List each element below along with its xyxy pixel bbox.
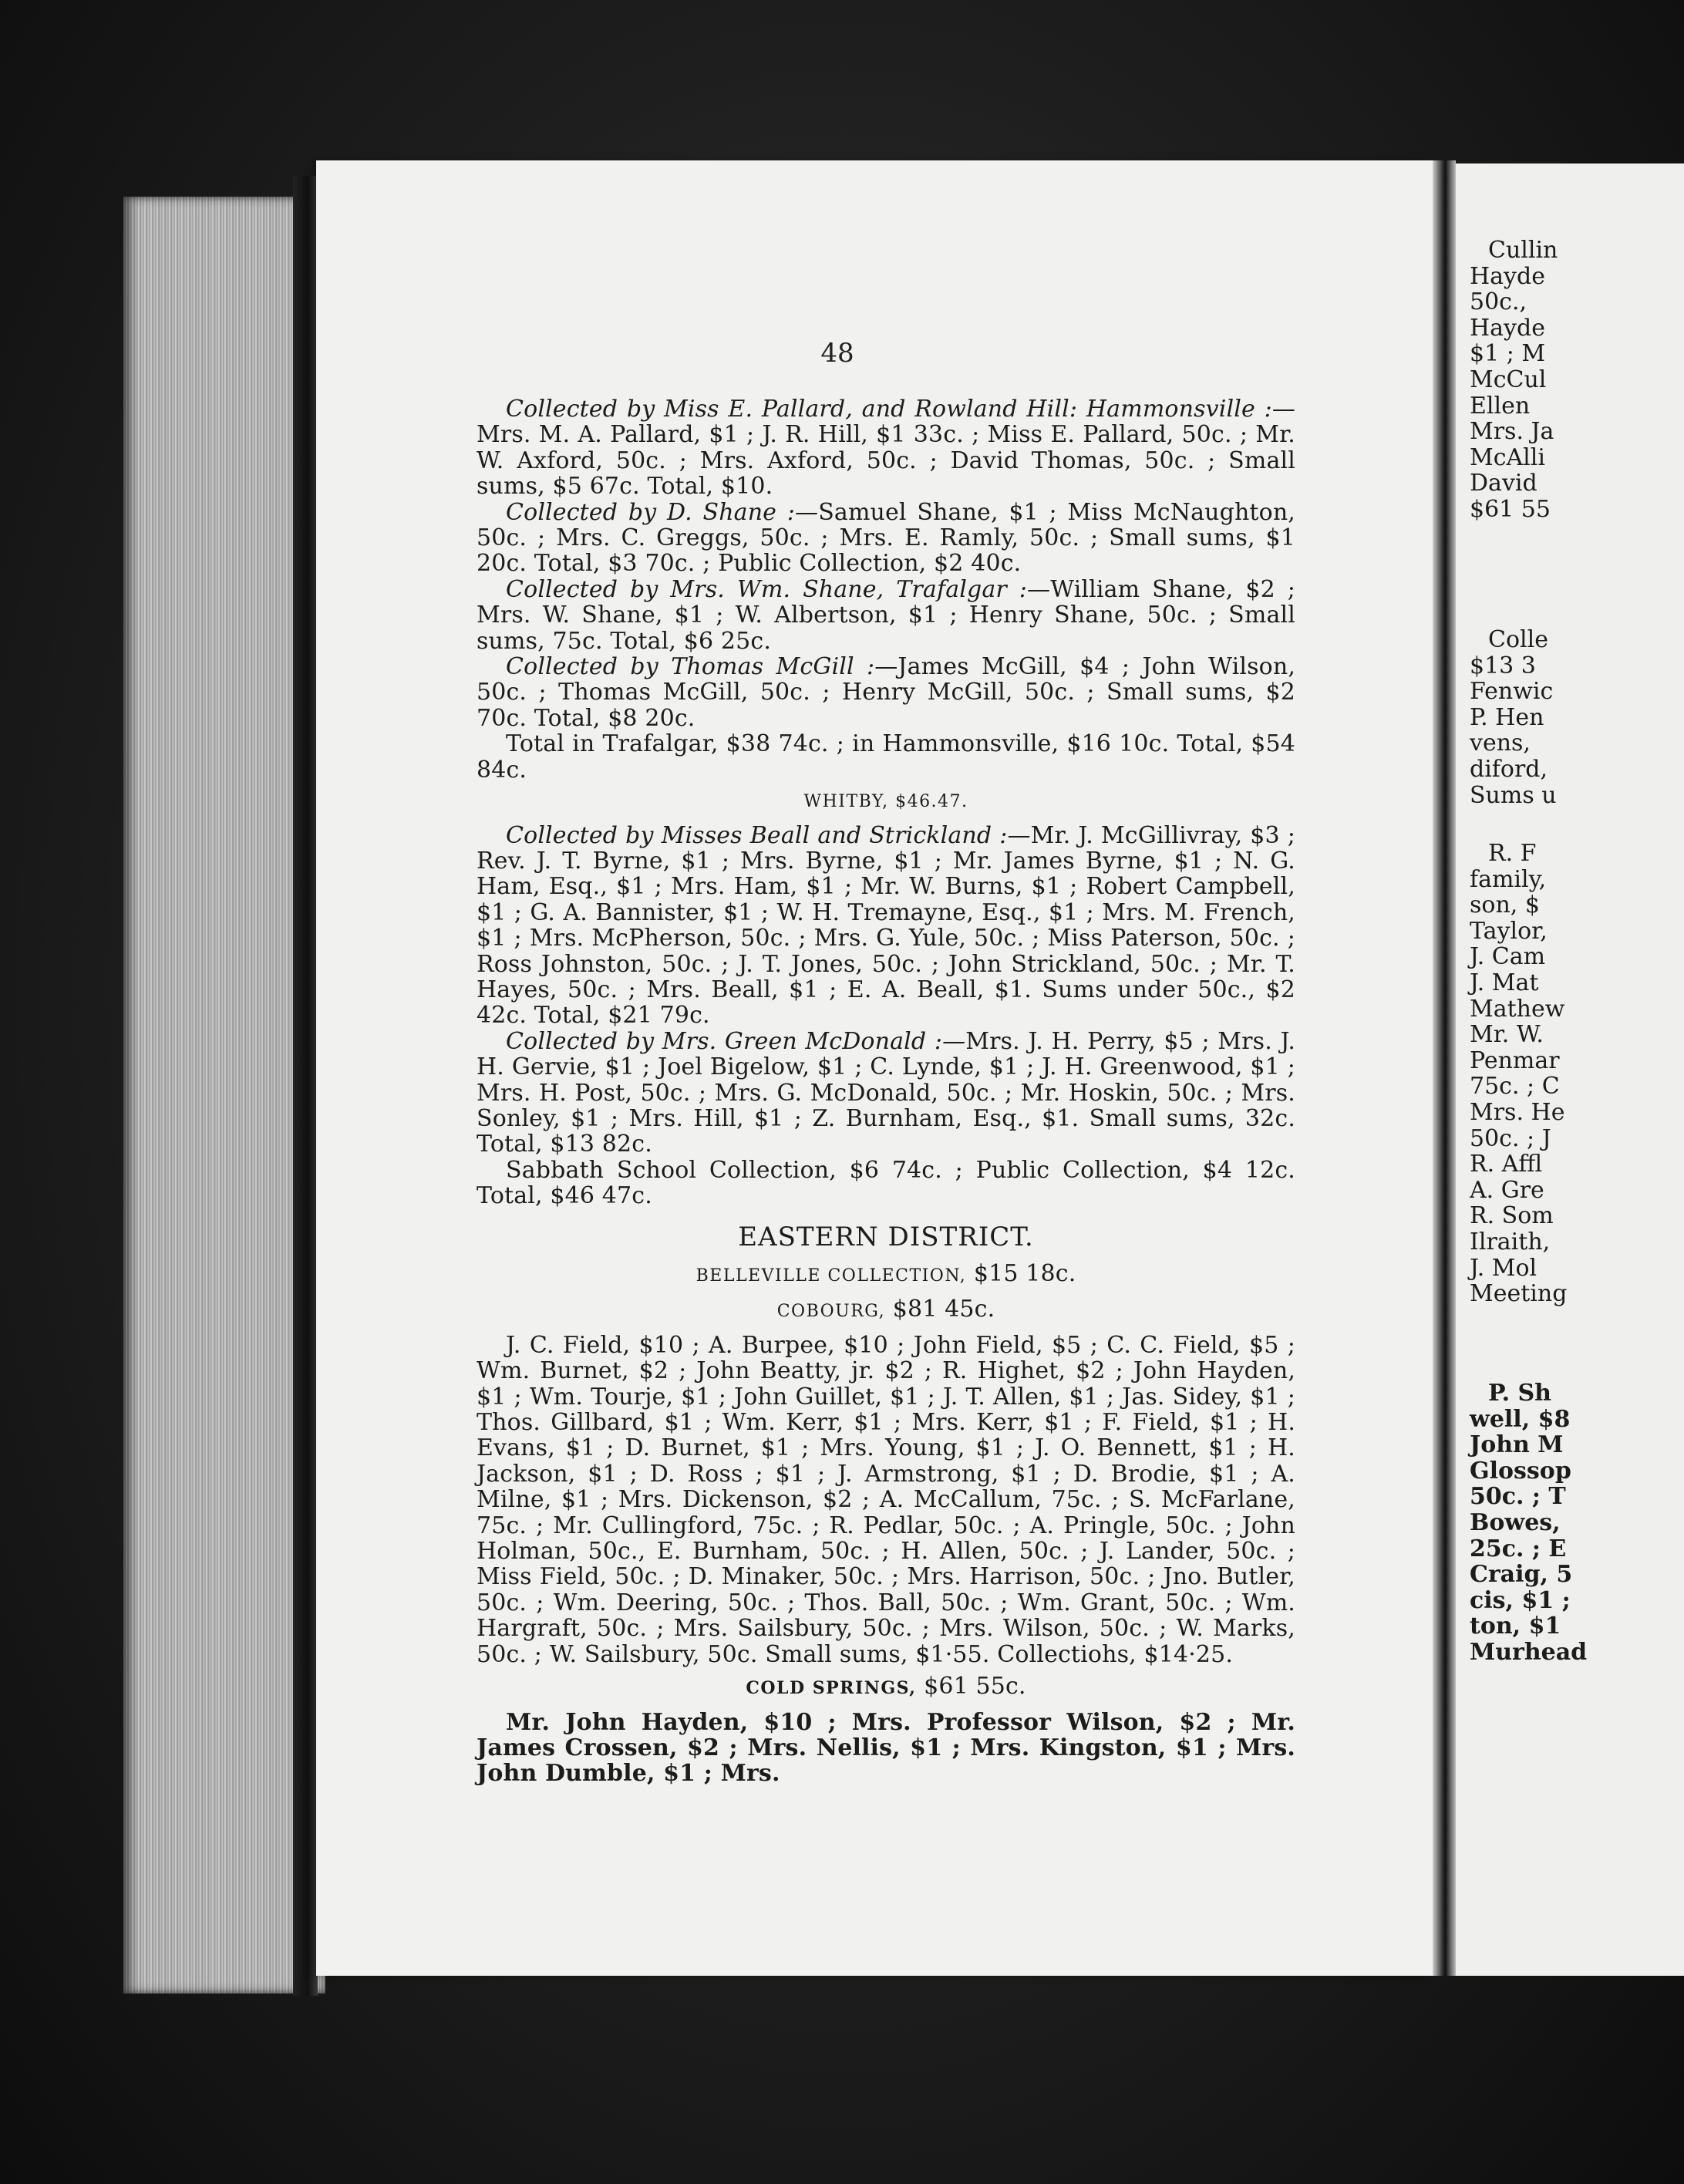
right-page-fragment: Cullin <box>1488 237 1558 264</box>
right-page-fragment: McAlli <box>1470 443 1545 471</box>
district-heading: EASTERN DISTRICT. <box>738 1221 1034 1252</box>
cobourg-list: J. C. Field, $10 ; A. Burpee, $10 ; John Field, $5 ; C. C. Field, $5 ; Wm. Burnet, $2 ; John Beatty, jr. $2 ; R. Highet, $2 ; John Hayden, $1 ; Wm. Tourje, $1 ; John Guillet, $1 ; J. T. Allen, $1 ; Jas. Sidey, $1 ; Thos. Gillbard, $1 ; Wm. Kerr, $1 ; Mrs. Kerr, $1 ; F. Field, $1 ; H. Evans, $1 ; D. Burnet, $1 ; Mrs. Young, $1 ; J. O. Bennett, $1 ; H. Jackson, $1 ; D. Ross ; $1 ; J. Armstrong, $1 ; D. Brodie, $1 ; A. Milne, $1 ; Mrs. Dickenson, $2 ; A. McCallum, 75c. ; S. McFarlane, 75c. ; Mr. Cullingford, 75c. ; R. Pedlar, 50c. ; A. Pringle, 50c. ; John Holman, 50c., E. Burnham, 50c. ; H. Allen, 50c. ; J. Lander, 50c. ; Miss Field, 50c. ; D. Minaker, 50c. ; Mrs. Harrison, 50c. ; Jno. Butler, 50c. ; Wm. Deering, 50c. ; Thos. Ball, 50c. ; Wm. Grant, 50c. ; Wm. Hargraft, 50c. ; Mrs. Sailsbury, 50c. ; Mrs. Wilson, 50c. ; W. Marks, 50c. ; W. Sailsbury, 50c. Small sums, $1·55. Collectiohs, $14·25. <box>477 1331 1295 1668</box>
right-page-fragment: R. Affl <box>1470 1151 1543 1178</box>
cobourg-heading <box>477 1296 1295 1324</box>
right-page-fragment: son, $ <box>1470 891 1540 919</box>
entry-body: Samuel Shane, $1 ; Miss McNaughton, 50c. ; Mrs. C. Greggs, 50c. ; Mrs. E. Ramly, 50c. ; Small sums, $1 20c. Total, $3 70c. ; Public Collection, $2 40c. <box>477 498 1295 578</box>
entry-body: William Shane, $2 ; Mrs. W. Shane, $1 ; W. Albertson, $1 ; Henry Shane, 50c. ; Small sums, 75c. Total, $6 25c. <box>477 575 1295 655</box>
cold-springs-heading <box>477 1673 1295 1701</box>
trafalgar-total: Total in Trafalgar, $38 74c. ; in Hammonsville, $16 10c. Total, $54 84c. <box>477 730 1295 784</box>
right-page-fragment: A. Gre <box>1470 1176 1544 1204</box>
book-gutter <box>1433 160 1456 1976</box>
right-page-fragment: 75c. ; C <box>1470 1073 1560 1100</box>
right-page-fragment: 25c. ; E <box>1470 1535 1567 1562</box>
collector-lead: Collected by Thomas McGill :— <box>506 653 898 681</box>
right-page-fragment: Penmar <box>1470 1046 1560 1074</box>
right-page-fragment: Meeting <box>1470 1280 1568 1308</box>
right-page-fragment: P. Sh <box>1488 1380 1551 1407</box>
right-page-fragment: J. Mol <box>1470 1254 1537 1282</box>
main-text-column <box>477 396 1295 1787</box>
right-page-fragment: J. Cam <box>1470 943 1546 971</box>
whitby-heading: WHITBY, $46.47. <box>803 792 968 812</box>
right-page-fragment: well, $8 <box>1470 1405 1571 1433</box>
belleville-label: BELLEVILLE COLLECTION, <box>695 1266 967 1286</box>
collection-entry <box>477 1029 1295 1158</box>
right-page-fragment: Bowes, <box>1470 1509 1561 1536</box>
belleville-heading <box>477 1261 1295 1289</box>
right-page-fragment: Craig, 5 <box>1470 1561 1573 1589</box>
right-page-fragment: $13 3 <box>1470 652 1536 679</box>
right-page-fragment: Sums u <box>1470 781 1557 809</box>
right-page-fragment: R. F <box>1488 840 1537 867</box>
right-page-fragment: Mrs. He <box>1470 1099 1565 1126</box>
right-page-fragment: 50c., <box>1470 288 1527 316</box>
whitby-total: Sabbath School Collection, $6 74c. ; Public Collection, $4 12c. Total, $46 47c. <box>477 1156 1295 1210</box>
cobourg-label: COBOURG, <box>776 1302 886 1322</box>
right-page-fragment: vens, <box>1470 730 1531 757</box>
right-page-fragment: cis, $1 ; <box>1470 1586 1571 1614</box>
right-page-partial <box>1456 163 1684 1976</box>
collection-entry <box>477 654 1295 731</box>
collection-entry <box>477 500 1295 577</box>
right-page-fragment: Mr. W. <box>1470 1021 1544 1049</box>
right-page-fragment: Taylor, <box>1470 917 1548 945</box>
collection-entry <box>477 823 1295 1029</box>
right-page-fragment: P. Hen <box>1470 703 1544 731</box>
entry-body: Mrs. J. H. Perry, $5 ; Mrs. J. H. Gervie, $1 ; Joel Bigelow, $1 ; C. Lynde, $1 ; J. H. Greenwood, $1 ; Mrs. H. Post, 50c. ; Mrs. G. McDonald, 50c. ; Mr. Hoskin, 50c. ; Mrs. Sonley, $1 ; Mrs. Hill, $1 ; Z. Burnham, Esq., $1. Small sums, 32c. Total, $13 82c. <box>477 1027 1296 1158</box>
belleville-amount: $15 18c. <box>973 1260 1076 1287</box>
right-page-fragment: Glossop <box>1470 1457 1571 1485</box>
right-page-fragment: 50c. ; J <box>1470 1124 1551 1152</box>
cold-springs-label: COLD SPRINGS, <box>746 1678 917 1699</box>
right-page-fragment: R. Som <box>1470 1202 1554 1230</box>
collection-entry <box>477 577 1295 654</box>
cold-springs-amount: $61 55c. <box>924 1673 1026 1700</box>
right-page-fragment: Colle <box>1488 626 1548 653</box>
right-page-fragment: John M <box>1470 1431 1564 1459</box>
right-page-fragment: Hayde <box>1470 262 1545 290</box>
collector-lead: Collected by Mrs. Green McDonald :— <box>506 1027 966 1055</box>
right-page-fragment: family, <box>1470 865 1547 893</box>
right-page-fragment: Murhead <box>1470 1639 1588 1666</box>
cobourg-amount: $81 45c. <box>892 1296 995 1323</box>
collector-lead: Collected by D. Shane :— <box>506 498 819 526</box>
collector-lead: Collected by Mrs. Wm. Shane, Trafalgar :— <box>506 575 1051 603</box>
right-page-fragment: J. Mat <box>1470 969 1539 996</box>
right-page-fragment: 50c. ; T <box>1470 1483 1566 1511</box>
right-page-text-fragments <box>1456 163 1684 1976</box>
entry-body: Mr. J. McGillivray, $3 ; Rev. J. T. Byrne, $1 ; Mrs. Byrne, $1 ; Mr. James Byrne, $1 ; N. G. Ham, Esq., $1 ; Mrs. Ham, $1 ; Mr. W. Burns, $1 ; Robert Campbell, $1 ; G. A. Bannister, $1 ; W. H. Tremayne, Esq., $1 ; Mrs. M. French, $1 ; Mrs. McPherson, 50c. ; Mrs. G. Yule, 50c. ; Miss Paterson, 50c. ; Ross Johnston, 50c. ; J. T. Jones, 50c. ; John Strickland, 50c. ; Mr. T. Hayes, 50c. ; Mrs. Beall, $1 ; E. A. Beall, $1. Sums under 50c., $2 42c. Total, $21 79c. <box>477 821 1295 1030</box>
entry-body: Mrs. M. A. Pallard, $1 ; J. R. Hill, $1 33c. ; Miss E. Pallard, 50c. ; Mr. W. Axford, 50c. ; Mrs. Axford, 50c. ; David Thomas, 50c. ; Small sums, $5 67c. Total, $10. <box>477 421 1295 501</box>
right-page-fragment: Mathew <box>1470 995 1565 1023</box>
right-page-fragment: diford, <box>1470 756 1548 783</box>
right-page-fragment: Mrs. Ja <box>1470 418 1554 446</box>
right-page-fragment: Ellen <box>1470 392 1531 420</box>
book-spine-shadow <box>293 176 318 1996</box>
collector-lead: Collected by Misses Beall and Strickland :— <box>506 821 1031 849</box>
cold-springs-list: Mr. John Hayden, $10 ; Mrs. Professor Wilson, $2 ; Mr. James Crossen, $2 ; Mrs. Nellis, $1 ; Mrs. Kingston, $1 ; Mrs. John Dumble, $1 ; Mrs. <box>477 1708 1295 1788</box>
entry-body: James McGill, $4 ; John Wilson, 50c. ; Thomas McGill, 50c. ; Henry McGill, 50c. ; Small sums, $2 70c. Total, $8 20c. <box>477 653 1296 732</box>
collection-entry <box>477 396 1295 500</box>
right-page-fragment: McCul <box>1470 366 1547 393</box>
collector-lead: Collected by Miss E. Pallard, and Rowland Hill: Hammonsville :— <box>506 396 1295 423</box>
right-page-fragment: ton, $1 <box>1470 1613 1561 1640</box>
right-page-fragment: Hayde <box>1470 314 1545 342</box>
right-page-fragment: David <box>1470 470 1537 497</box>
right-page-fragment: Fenwic <box>1470 678 1554 706</box>
right-page-fragment: Ilraith, <box>1470 1228 1551 1255</box>
right-page-fragment: $1 ; M <box>1470 340 1546 368</box>
right-page-fragment: $61 55 <box>1470 496 1551 523</box>
page-number: 48 <box>820 338 854 369</box>
